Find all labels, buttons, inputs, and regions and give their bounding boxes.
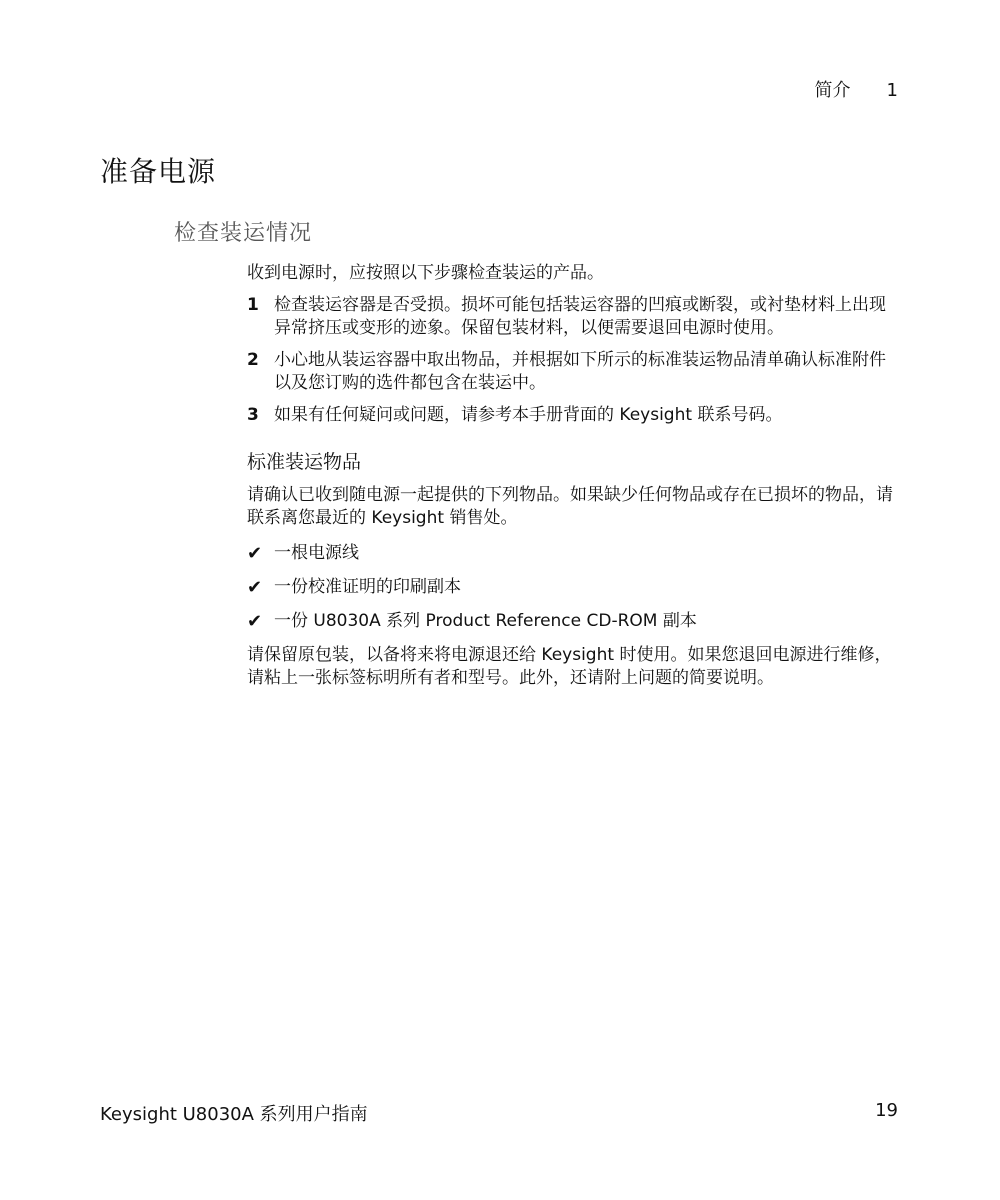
- list-item: [247, 610, 902, 633]
- list-item-text: 一份 U8030A 系列 Product Reference CD-ROM 副本: [274, 611, 697, 631]
- step-number: 1: [247, 295, 259, 315]
- check-mark-icon: ✔: [247, 577, 263, 598]
- step-item: [247, 294, 902, 340]
- check-mark-icon: ✔: [247, 611, 263, 632]
- step-item: [247, 404, 902, 427]
- main-content: [247, 262, 902, 690]
- check-mark-icon: ✔: [247, 543, 263, 564]
- step-text: 检查装运容器是否受损。损坏可能包括装运容器的凹痕或断裂，或衬垫材料上出现异常挤压或变形的迹象。保留包装材料，以便需要退回电源时使用。: [274, 295, 886, 338]
- list-item: [247, 576, 902, 599]
- chapter-number: 1: [886, 80, 898, 101]
- closing-paragraph: 请保留原包装，以备将来将电源退还给 Keysight 时使用。如果您退回电源进行维修，请粘上一张标签标明所有者和型号。此外，还请附上问题的简要说明。: [247, 645, 892, 688]
- list-item-text: 一份校准证明的印刷副本: [274, 577, 461, 597]
- footer-page-number: 19: [875, 1100, 898, 1121]
- standard-items-list: [247, 542, 902, 633]
- chapter-title: 简介: [814, 80, 851, 101]
- step-number: 2: [247, 350, 259, 370]
- standard-items-intro: 请确认已收到随电源一起提供的下列物品。如果缺少任何物品或存在已损坏的物品，请联系离您最近的 Keysight 销售处。: [247, 485, 893, 528]
- list-item: [247, 542, 902, 565]
- inspection-steps: [247, 294, 902, 427]
- list-item-text: 一根电源线: [274, 543, 359, 563]
- subsection-title: 检查装运情况: [174, 221, 313, 246]
- standard-items-heading: 标准装运物品: [247, 451, 362, 473]
- intro-paragraph: 收到电源时，应按照以下步骤检查装运的产品。: [247, 263, 604, 283]
- step-text: 小心地从装运容器中取出物品，并根据如下所示的标准装运物品清单确认标准附件以及您订购的选件都包含在装运中。: [274, 350, 886, 393]
- page-header: [815, 76, 898, 102]
- step-item: [247, 349, 902, 395]
- step-number: 3: [247, 405, 259, 425]
- step-text: 如果有任何疑问或问题，请参考本手册背面的 Keysight 联系号码。: [274, 405, 783, 425]
- section-title: 准备电源: [100, 155, 217, 188]
- footer-title: Keysight U8030A 系列用户指南: [100, 1104, 368, 1125]
